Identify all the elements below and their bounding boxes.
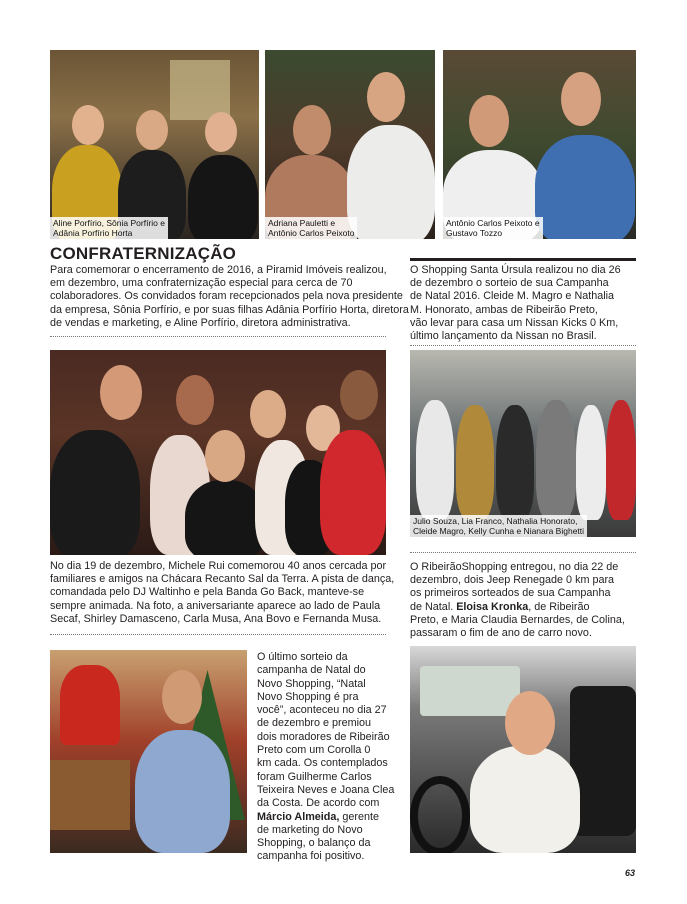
person-head — [505, 691, 555, 755]
person-figure — [416, 400, 454, 520]
article-line — [257, 811, 394, 824]
article-line: comandada pelo DJ Waltinho e pela Banda Go Back, manteve-se — [50, 586, 365, 599]
article-line: da empresa, Sônia Porfírio, e por suas filhas Adânia Porfírio Horta, diretora — [50, 303, 409, 316]
person-head — [162, 670, 202, 724]
caption-line: Aline Porfírio, Sônia Porfírio e — [53, 218, 165, 228]
article-line: de dezembro e premiou — [257, 717, 372, 730]
person-figure — [536, 400, 576, 520]
article-line: vão levar para casa um Nissan Kicks 0 Km, — [410, 316, 619, 329]
person-head — [72, 105, 104, 145]
article-text: de Natal. — [410, 600, 457, 613]
person-figure — [320, 430, 386, 555]
article-line: O Shopping Santa Úrsula realizou no dia 26 — [410, 264, 621, 276]
article-line: Secaf, Shirley Damasceno, Carla Musa, Ana Bovo e Fernanda Musa. — [50, 612, 382, 625]
person-figure — [188, 155, 258, 239]
photo-backdrop-sign — [170, 60, 230, 120]
photo-caption — [443, 217, 543, 239]
person-figure — [535, 135, 635, 239]
winner-name: Eloisa Kronka — [456, 600, 529, 613]
page-number: 63 — [625, 868, 636, 878]
divider — [410, 552, 636, 553]
article-michele — [50, 560, 394, 626]
article-text: , de Ribeirão — [528, 600, 590, 613]
photo-santa-ursula-winners — [410, 350, 636, 537]
photo-adriana-antonio — [265, 50, 435, 239]
article-line: os primeiros sorteados de sua Campanha — [410, 587, 611, 600]
caption-line: Antônio Carlos Peixoto — [268, 228, 355, 238]
manager-name: Márcio Almeida, — [257, 810, 340, 823]
person-head — [136, 110, 168, 150]
person-figure — [135, 730, 230, 853]
article-line: da Costa. De acordo com — [257, 797, 380, 810]
article-ribeirao-shopping — [410, 561, 625, 640]
caption-line: Adânia Porfírio Horta — [53, 228, 133, 238]
article-line: O último sorteio da — [257, 651, 348, 663]
article-line: último lançamento da Nissan no Brasil. — [410, 330, 597, 343]
caption-line: Antônio Carlos Peixoto e — [446, 218, 540, 228]
article-text: gerente — [339, 810, 380, 823]
article-line: Para comemorar o encerramento de 2016, a Piramid Imóveis realizou, — [50, 264, 387, 276]
article-line: Novo Shopping, “Natal — [257, 677, 366, 690]
article-line: em dezembro, uma confraternização especial para cerca de 70 — [50, 277, 353, 290]
person-figure — [347, 125, 435, 239]
person-figure — [470, 746, 580, 853]
car-window — [420, 666, 520, 716]
person-head — [561, 72, 601, 126]
caption-line: Cleide Magro, Kelly Cunha e Nianara Bighetti — [413, 526, 585, 536]
caption-line: Julio Souza, Lia Franco, Nathalia Honorato, — [413, 516, 578, 526]
photo-caption — [410, 515, 587, 537]
person-head — [250, 390, 286, 438]
article-line: Shopping, o balanço da — [257, 837, 371, 850]
person-head — [367, 72, 405, 122]
person-figure — [576, 405, 606, 520]
article-line: você”, aconteceu no dia 27 — [257, 704, 387, 717]
photo-caption — [50, 217, 168, 239]
article-line: Teixeira Neves e Joana Clea — [257, 783, 395, 796]
photo-antonio-gustavo — [443, 50, 636, 239]
article-line: No dia 19 de dezembro, Michele Rui comemorou 40 anos cercada por — [50, 560, 387, 572]
caption-line: Gustavo Tozzo — [446, 228, 503, 238]
article-line: dezembro, dois Jeep Renegade 0 km para — [410, 574, 615, 587]
article-line: Novo Shopping é pra — [257, 690, 359, 703]
article-line: de Natal 2016. Cleide M. Magro e Nathalia — [410, 290, 615, 303]
section-heading: CONFRATERNIZAÇÃO — [50, 244, 237, 263]
article-santa-ursula — [410, 264, 621, 343]
article-line: Preto com um Corolla 0 — [257, 744, 371, 757]
article-line: M. Honorato, ambas de Ribeirão Preto, — [410, 303, 598, 316]
person-figure — [185, 480, 265, 555]
article-novo-shopping — [257, 651, 394, 864]
person-figure — [496, 405, 534, 520]
photo-car-winner — [410, 646, 636, 853]
article-line: Preto, e Maria Claudia Bernardes, de Colina, — [410, 613, 625, 626]
article-line: sempre animada. Na foto, a aniversariante aparece ao lado de Paula — [50, 599, 381, 612]
person-head — [205, 112, 237, 152]
article-line — [410, 601, 625, 614]
person-head — [100, 365, 142, 420]
article-line: O RibeirãoShopping entregou, no dia 22 de — [410, 561, 619, 573]
steering-wheel — [410, 776, 470, 853]
divider — [410, 345, 636, 346]
photo-michele-party — [50, 350, 386, 555]
photo-novo-shopping — [50, 650, 247, 853]
caption-line: Adriana Pauletti e — [268, 218, 336, 228]
article-line: de dezembro o sorteio de sua Campanha — [410, 277, 609, 290]
article-line: dois moradores de Ribeirão — [257, 730, 390, 743]
article-line: colaboradores. Os convidados foram recepcionados pela nova presidente — [50, 290, 403, 303]
person-head — [469, 95, 509, 147]
person-head — [340, 370, 378, 420]
person-head — [293, 105, 331, 155]
person-head — [176, 375, 214, 425]
person-figure — [456, 405, 494, 520]
heading-rule — [410, 258, 636, 261]
person-head — [205, 430, 245, 482]
article-piramid — [50, 264, 409, 330]
santa-figure — [60, 665, 120, 745]
article-line: foram Guilherme Carlos — [257, 770, 372, 783]
gift-boxes — [50, 760, 130, 830]
article-line: campanha foi positivo. — [257, 850, 365, 863]
photo-piramid-trio — [50, 50, 259, 239]
person-figure — [50, 430, 140, 555]
divider — [50, 634, 386, 635]
article-line: km cada. Os contemplados — [257, 757, 388, 770]
article-line: campanha de Natal do — [257, 664, 366, 677]
article-line: de marketing do Novo — [257, 823, 363, 836]
article-line: familiares e amigos na Chácara Recanto Sal da Terra. A pista de dança, — [50, 573, 395, 586]
article-line: de vendas e marketing, e Aline Porfírio, diretora administrativa. — [50, 316, 351, 329]
photo-caption — [265, 217, 357, 239]
article-line: passaram o fim de ano de carro novo. — [410, 627, 592, 640]
divider — [50, 336, 386, 337]
person-figure — [606, 400, 636, 520]
